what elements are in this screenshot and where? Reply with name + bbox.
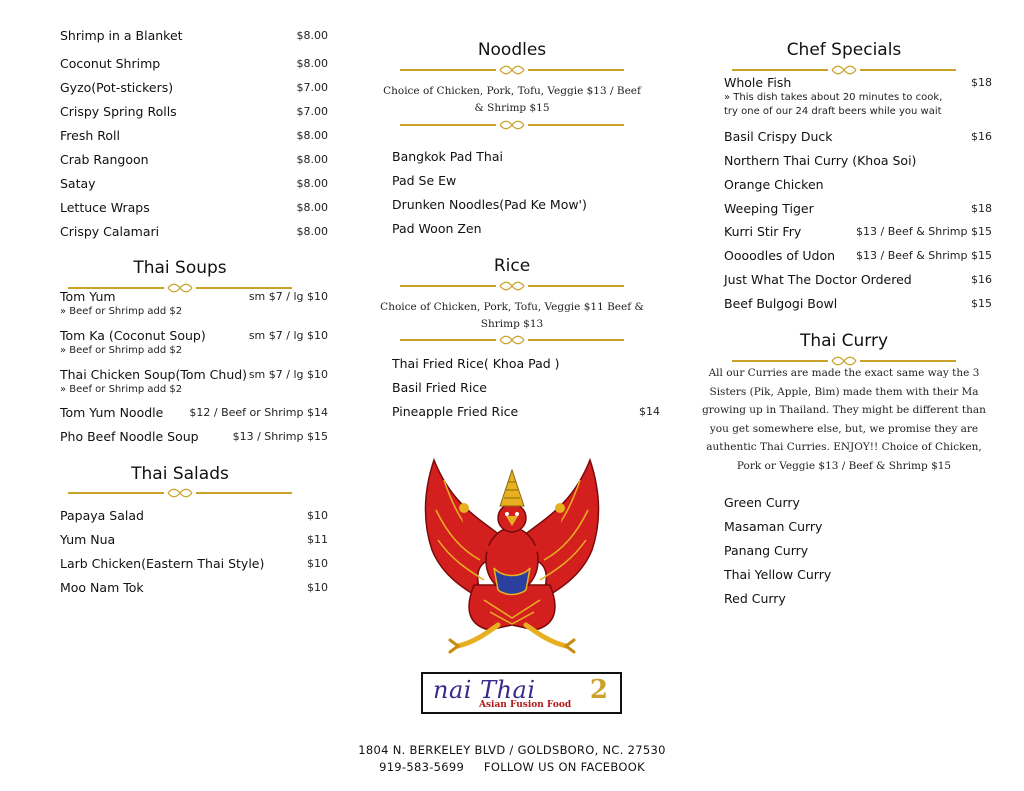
- item-name: Tom Ka (Coconut Soup): [60, 328, 206, 343]
- item-name: Pad Woon Zen: [392, 221, 482, 236]
- ornament-divider: [68, 488, 292, 498]
- item-name: Thai Chicken Soup(Tom Chud): [60, 367, 248, 382]
- section-title-thai-curry: Thai Curry: [799, 331, 889, 351]
- item-name: Tom Yum Noodle: [60, 405, 164, 420]
- menu-item: [724, 541, 992, 561]
- item-price: $16: [971, 130, 992, 143]
- section-title-thai-salads: Thai Salads: [131, 464, 229, 484]
- item-name: Fresh Roll: [60, 128, 120, 143]
- ornament-divider: [400, 65, 624, 75]
- item-price: $8.00: [296, 29, 328, 42]
- logo-wordmark: nai Thai: [433, 676, 536, 704]
- menu-item: [392, 171, 660, 191]
- menu-item: [724, 73, 992, 117]
- footer-contact: 919-583-5699 FOLLOW US ON FACEBOOK: [379, 760, 645, 774]
- menu-item: [60, 54, 328, 74]
- menu-item: [392, 354, 660, 374]
- item-name: Tom Yum: [60, 289, 116, 304]
- section-title-chef-specials: Chef Specials: [786, 40, 902, 60]
- item-name: Whole Fish: [724, 75, 792, 90]
- item-price: sm $7 / lg $10: [248, 368, 328, 381]
- ornament-divider: [400, 281, 624, 291]
- item-price: $10: [307, 581, 328, 594]
- item-name: Crispy Calamari: [60, 224, 160, 239]
- menu-item: [392, 402, 660, 422]
- item-name: Masaman Curry: [724, 519, 823, 534]
- menu-item: [724, 294, 992, 314]
- item-price: $13 / Shrimp $15: [232, 430, 328, 443]
- menu-item: [60, 287, 328, 317]
- item-name: Basil Crispy Duck: [724, 129, 833, 144]
- item-price: $16: [971, 273, 992, 286]
- item-name: Green Curry: [724, 495, 800, 510]
- menu-item: [392, 195, 660, 215]
- item-price: $13 / Beef & Shrimp $15: [856, 249, 992, 262]
- ornament-divider: [400, 335, 624, 345]
- menu-item: [60, 578, 328, 598]
- item-price: sm $7 / lg $10: [248, 290, 328, 303]
- noodles-description: Choice of Chicken, Pork, Tofu, Veggie $13 / Beef & Shrimp $15: [383, 85, 641, 114]
- item-name: Gyzo(Pot-stickers): [60, 80, 174, 95]
- section-title-rice: Rice: [493, 256, 531, 276]
- rice-description: Choice of Chicken, Pork, Tofu, Veggie $11 Beef & Shrimp $13: [380, 301, 644, 330]
- item-price: $10: [307, 557, 328, 570]
- item-name: Bangkok Pad Thai: [392, 149, 503, 164]
- menu-item: [60, 102, 328, 122]
- menu-item: [724, 246, 992, 266]
- curry-description: All our Curries are made the exact same way the 3 Sisters (Pik, Apple, Bim) made them with their Ma growing up in Thailand. They might be different than you get somewhere else, but, we promise they are authentic Thai Curries. ENJOY!! Choice of Chicken, Pork or Veggie $13 / Beef & Shrimp $15: [702, 367, 986, 472]
- menu-item: [60, 78, 328, 98]
- garuda-emblem: [414, 450, 610, 655]
- item-name: Kurri Stir Fry: [724, 224, 802, 239]
- item-price: $18: [971, 202, 992, 215]
- item-name: Beef Bulgogi Bowl: [724, 296, 838, 311]
- menu-item: [392, 378, 660, 398]
- item-name: Drunken Noodles(Pad Ke Mow'): [392, 197, 587, 212]
- ornament-divider: [400, 120, 624, 130]
- item-price: $8.00: [296, 129, 328, 142]
- item-price: $8.00: [296, 57, 328, 70]
- item-note: » Beef or Shrimp add $2: [60, 345, 183, 356]
- item-price: $11: [307, 533, 328, 546]
- logo-tagline: Asian Fusion Food: [479, 700, 572, 710]
- item-price: $8.00: [296, 177, 328, 190]
- item-name: Thai Yellow Curry: [724, 567, 832, 582]
- menu-item: [60, 554, 328, 574]
- item-name: Yum Nua: [60, 532, 116, 547]
- footer-address: 1804 N. BERKELEY BLVD / GOLDSBORO, NC. 27530: [358, 743, 666, 757]
- restaurant-logo: [421, 672, 622, 714]
- menu-item: [724, 199, 992, 219]
- item-name: Just What The Doctor Ordered: [724, 272, 912, 287]
- section-title-thai-soups: Thai Soups: [133, 258, 227, 278]
- menu-item: [60, 198, 328, 218]
- item-price: sm $7 / lg $10: [248, 329, 328, 342]
- item-name: Pineapple Fried Rice: [392, 404, 519, 419]
- item-price: $8.00: [296, 201, 328, 214]
- item-name: Panang Curry: [724, 543, 809, 558]
- menu-item: [60, 126, 328, 146]
- item-price: $13 / Beef & Shrimp $15: [856, 225, 992, 238]
- menu-item: [724, 175, 992, 195]
- item-name: Moo Nam Tok: [60, 580, 144, 595]
- item-price: $14: [639, 405, 660, 418]
- menu-item: [724, 565, 992, 585]
- item-name: Crispy Spring Rolls: [60, 104, 177, 119]
- menu-item: [724, 151, 992, 171]
- menu-item: [724, 517, 992, 537]
- item-name: Pad Se Ew: [392, 173, 457, 188]
- menu-item: [60, 174, 328, 194]
- menu-item: [392, 219, 660, 239]
- item-name: Basil Fried Rice: [392, 380, 487, 395]
- menu-item: [60, 427, 328, 447]
- item-price: $7.00: [296, 81, 328, 94]
- menu-item: [60, 326, 328, 356]
- item-price: $8.00: [296, 225, 328, 238]
- item-name: Orange Chicken: [724, 177, 824, 192]
- item-name: Shrimp in a Blanket: [60, 28, 183, 43]
- item-note: » Beef or Shrimp add $2: [60, 384, 183, 395]
- item-price: $8.00: [296, 153, 328, 166]
- menu-item: [724, 493, 992, 513]
- item-name: Red Curry: [724, 591, 786, 606]
- item-price: $15: [971, 297, 992, 310]
- logo-number: 2: [589, 675, 608, 705]
- item-name: Thai Fried Rice( Khoa Pad ): [392, 356, 560, 371]
- item-name: Satay: [60, 176, 96, 191]
- item-price: $12 / Beef or Shrimp $14: [189, 406, 328, 419]
- item-name: Pho Beef Noodle Soup: [60, 429, 199, 444]
- item-price: $10: [307, 509, 328, 522]
- item-name: Northern Thai Curry (Khoa Soi): [724, 153, 917, 168]
- menu-item: [60, 222, 328, 242]
- item-note: » Beef or Shrimp add $2: [60, 306, 183, 317]
- section-title-noodles: Noodles: [477, 40, 547, 60]
- item-name: Weeping Tiger: [724, 201, 814, 216]
- item-name: Crab Rangoon: [60, 152, 149, 167]
- menu-item: [724, 222, 992, 242]
- item-price: $18: [971, 76, 992, 89]
- item-note: » This dish takes about 20 minutes to cook,: [724, 92, 943, 103]
- item-name: Papaya Salad: [60, 508, 144, 523]
- item-name: Coconut Shrimp: [60, 56, 161, 71]
- menu-item: [60, 506, 328, 526]
- item-price: $7.00: [296, 105, 328, 118]
- menu-item: [60, 150, 328, 170]
- menu-item: [60, 530, 328, 550]
- menu-item: [724, 127, 992, 147]
- menu-item: [60, 26, 328, 46]
- menu-item: [60, 365, 328, 395]
- item-name: Oooodles of Udon: [724, 248, 836, 263]
- menu-item: [392, 147, 660, 167]
- menu-item: [60, 403, 328, 423]
- item-name: Lettuce Wraps: [60, 200, 150, 215]
- menu-item: [724, 270, 992, 290]
- menu-item: [724, 589, 992, 609]
- item-note: try one of our 24 draft beers while you wait: [724, 106, 942, 117]
- item-name: Larb Chicken(Eastern Thai Style): [60, 556, 265, 571]
